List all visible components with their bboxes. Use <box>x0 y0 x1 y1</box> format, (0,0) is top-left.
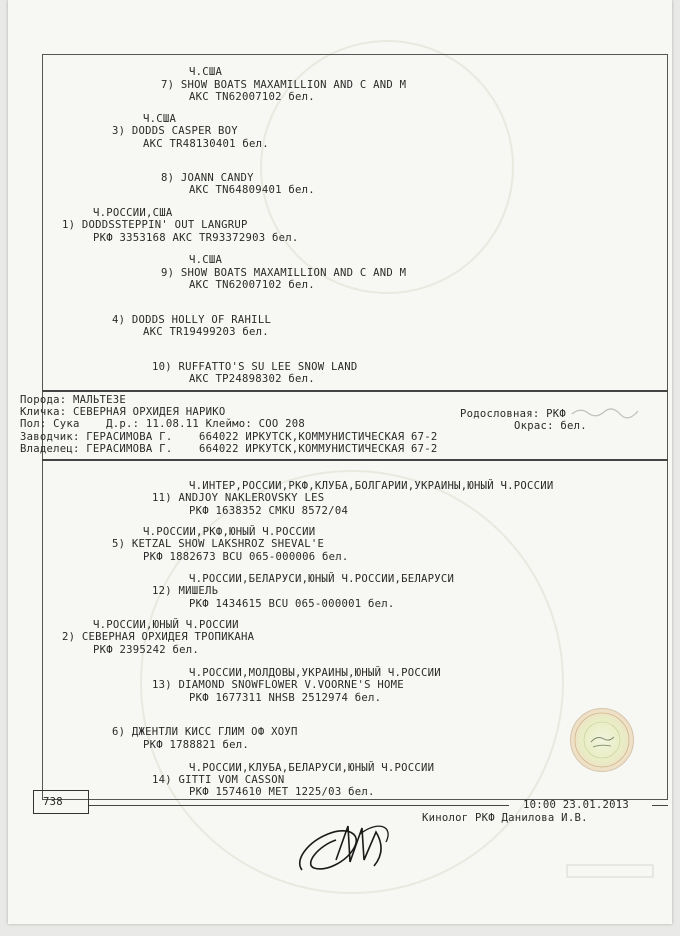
ancestor-9-name: 9) SHOW BOATS MAXAMILLION AND C AND M <box>161 267 407 279</box>
ancestor-14-titles: Ч.РОССИИ,КЛУБА,БЕЛАРУСИ,ЮНЫЙ Ч.РОССИИ <box>189 762 435 774</box>
ancestor-14-name: 14) GITTI VOM CASSON <box>152 774 285 786</box>
ancestor-1-titles: Ч.РОССИИ,США <box>93 207 173 219</box>
ancestor-1-registry: РКФ 3353168 АКС TR93372903 бел. <box>93 232 299 244</box>
redacted-scribble <box>570 404 640 418</box>
ancestor-7-titles: Ч.США <box>189 66 223 78</box>
ancestor-8-registry: АКС TN64809401 бел. <box>189 184 315 196</box>
breed-line: Порода: МАЛЬТЕЗЕ <box>20 394 127 406</box>
ancestor-5-titles: Ч.РОССИИ,РКФ,ЮНЫЙ Ч.РОССИИ <box>143 526 316 538</box>
ancestor-13-registry: РКФ 1677311 NHSB 2512974 бел. <box>189 692 382 704</box>
ancestor-12-name: 12) МИШЕЛЬ <box>152 585 219 597</box>
ancestor-3-name: 3) DODDS CASPER BOY <box>112 125 238 137</box>
ancestor-4-name: 4) DODDS HOLLY OF RAHILL <box>112 314 272 326</box>
ancestor-12-titles: Ч.РОССИИ,БЕЛАРУСИ,ЮНЫЙ Ч.РОССИИ,БЕЛАРУСИ <box>189 573 455 585</box>
handwritten-signature <box>290 812 400 888</box>
ancestor-2-registry: РКФ 2395242 бел. <box>93 644 200 656</box>
ancestor-8-name: 8) JOANN CANDY <box>161 172 254 184</box>
ancestor-6-name: 6) ДЖЕНТЛИ КИСС ГЛИМ ОФ ХОУП <box>112 726 298 738</box>
ancestor-12-registry: РКФ 1434615 BCU 065-000001 бел. <box>189 598 395 610</box>
breeder-line: Заводчик: ГЕРАСИМОВА Г. 664022 ИРКУТСК,КОММУНИСТИЧЕСКАЯ 67-2 <box>20 431 438 443</box>
owner-line: Владелец: ГЕРАСИМОВА Г. 664022 ИРКУТСК,КОММУНИСТИЧЕСКАЯ 67-2 <box>20 443 438 455</box>
ancestor-7-registry: АКС TN62007102 бел. <box>189 91 315 103</box>
ancestor-9-registry: АКС TN62007102 бел. <box>189 279 315 291</box>
ancestor-2-titles: Ч.РОССИИ,ЮНЫЙ Ч.РОССИИ <box>93 619 239 631</box>
cynologist-line: Кинолог РКФ Данилова И.В. <box>422 812 588 824</box>
footer-rule-left <box>89 805 509 806</box>
pedigree-number-label: Родословная: РКФ <box>460 408 567 420</box>
ancestor-5-name: 5) KETZAL SHOW LAKSHROZ SHEVAL'E <box>112 538 325 550</box>
color-line: Окрас: бел. <box>514 420 587 432</box>
rkf-seal-stamp <box>570 708 634 772</box>
ancestor-4-registry: АКС TR19499203 бел. <box>143 326 269 338</box>
ancestor-5-registry: РКФ 1882673 BCU 065-000006 бел. <box>143 551 349 563</box>
ancestor-7-name: 7) SHOW BOATS MAXAMILLION AND C AND M <box>161 79 407 91</box>
ancestor-11-registry: РКФ 1638352 CMKU 8572/04 <box>189 505 349 517</box>
ancestor-6-registry: РКФ 1788821 бел. <box>143 739 250 751</box>
ancestor-10-name: 10) RUFFATTO'S SU LEE SNOW LAND <box>152 361 358 373</box>
page-number: 738 <box>43 796 63 808</box>
ancestor-11-name: 11) ANDJOY NAKLEROVSKY LES <box>152 492 325 504</box>
dog-name-line: Кличка: СЕВЕРНАЯ ОРХИДЕЯ НАРИКО <box>20 406 226 418</box>
print-timestamp: 10:00 23.01.2013 <box>523 799 630 811</box>
ancestor-2-name: 2) СЕВЕРНАЯ ОРХИДЕЯ ТРОПИКАНА <box>62 631 255 643</box>
ancestor-14-registry: РКФ 1574610 MET 1225/03 бел. <box>189 786 375 798</box>
ancestor-10-registry: АКС TP24898302 бел. <box>189 373 315 385</box>
ghost-imprint <box>565 862 655 880</box>
ancestor-1-name: 1) DODDSSTEPPIN' OUT LANGRUP <box>62 219 248 231</box>
ancestor-13-name: 13) DIAMOND SNOWFLOWER V.VOORNE'S HOME <box>152 679 404 691</box>
footer-rule-right <box>652 805 668 806</box>
ancestor-9-titles: Ч.США <box>189 254 223 266</box>
sex-dob-line: Пол: Сука Д.р.: 11.08.11 Клеймо: СОО 208 <box>20 418 306 430</box>
ancestor-11-titles: Ч.ИНТЕР,РОССИИ,РКФ,КЛУБА,БОЛГАРИИ,УКРАИНЫ,ЮНЫЙ Ч.РОССИИ <box>189 480 554 492</box>
ancestor-3-registry: АКС TR48130401 бел. <box>143 138 269 150</box>
ancestor-3-titles: Ч.США <box>143 113 177 125</box>
ancestor-13-titles: Ч.РОССИИ,МОЛДОВЫ,УКРАИНЫ,ЮНЫЙ Ч.РОССИИ <box>189 667 441 679</box>
